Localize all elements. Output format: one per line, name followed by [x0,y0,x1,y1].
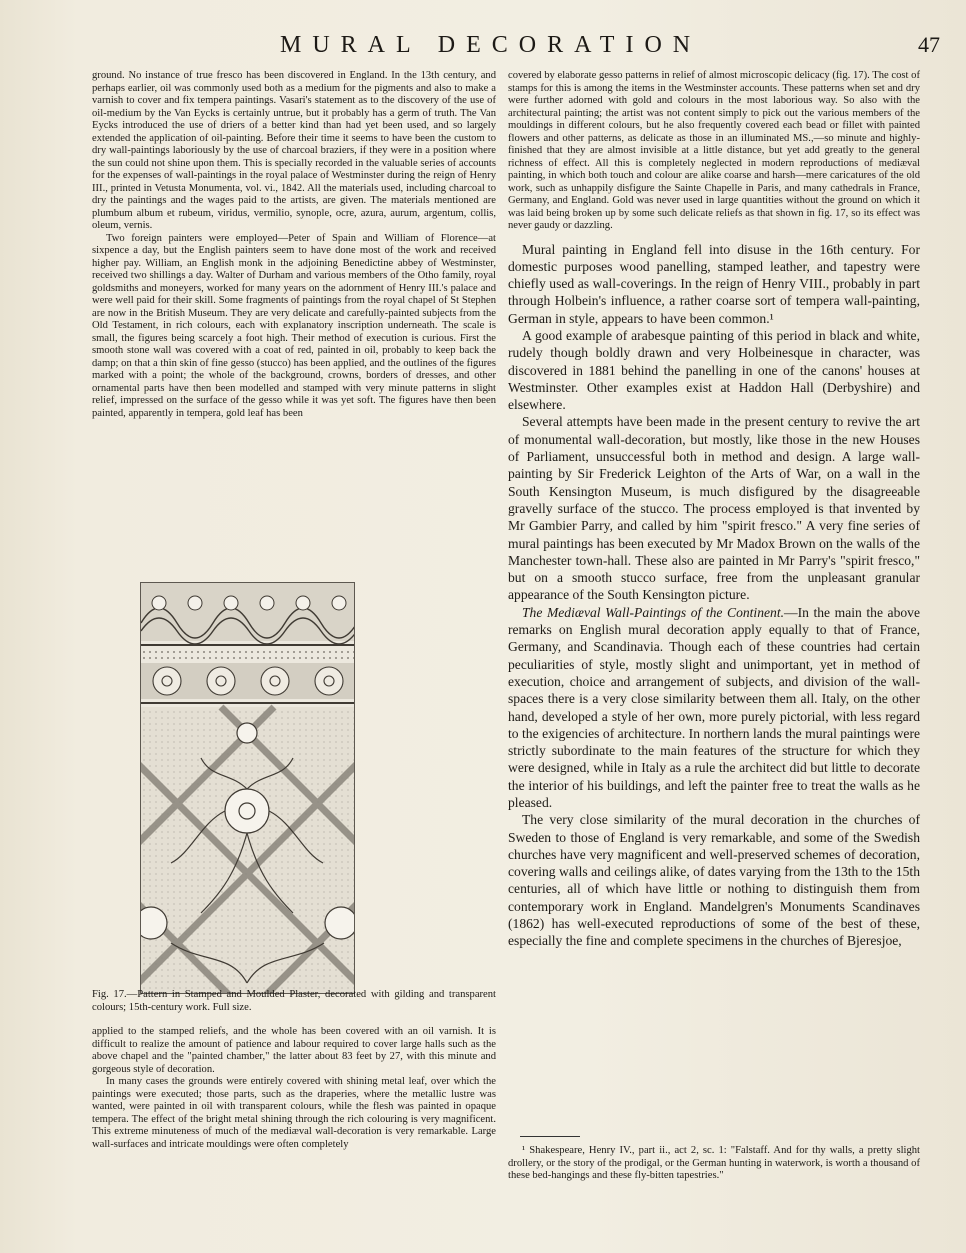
footnote-rule [520,1136,580,1137]
footnote [508,1145,920,1183]
page-header [90,32,940,64]
paragraph: The very close similarity of the mural decoration in the churches of Sweden to those of England is very remarkable, and some of the Swedish churches have very magnificent and well-preserved schemes of decoration, covering walls and ceilings alike, of dates varying from the 13th to the 15th centuries, all of which have little or nothing to distinguish them from contemporary work in England. Mandelgren's Monuments Scandinaves (1862) has well-executed reproductions of some of the best of these, especially the fine and complete specimens in the churches of Bjeresjoe, [508,812,920,949]
paragraph: Two foreign painters were employed—Peter of Spain and William of Florence—at sixpence a day, but the English painters seem to have done most of the work and received higher pay. William, an English monk in the adjoining Benedictine abbey of Westminster, received two shillings a day. Walter of Durham and various members of the Otho family, royal goldsmiths and moneyers, worked for many years on the adornment of Henry III.'s palace and were well paid for their skill. Some fragments of paintings from the royal chapel of St Stephen are now in the British Museum. They are very delicate and carefully-painted subjects from the Old Testament, in rich colours, each with explanatory inscription underneath. The scale is small, the figures being scarcely a foot high. Their method of execution is curious. First the smooth stone wall was covered with a coat of red, painted in oil, probably to keep back the damp; on that a thin skin of fine gesso (stucco) has been applied, and the outlines of the figures marked with a point; the whole of the background, crowns, borders of dresses, and other ornamental parts have then been modelled and stamped with very minute patterns in slight relief, impressed on the surface of the gesso while it was yet soft. The figures have then been painted, apparently in tempera, gold leaf has been [92,232,496,419]
paragraph: A good example of arabesque painting of this period in black and white, rudely though boldly drawn and very Holbeinesque in character, was discovered in 1881 behind the panelling in one of the canons' houses at Westminster. Other examples exist at Haddon Hall (Derbyshire) and elsewhere. [508,327,920,413]
paragraph: covered by elaborate gesso patterns in relief of almost microscopic delicacy (fig. 17). The cost of stamps for this is among the items in the Westminster accounts. These patterns when set and dry were further adorned with gold and colours in the most laborious way. So also with the architectural painting; the artist was not content simply to pick out the various members of the mouldings in different colours, but he also frequently covered each bead or fillet with painted flowers and other patterns, as delicate as those in an illuminated MS.,—so minute and highly-finished that they are almost invisible at a little distance, but yet add greatly to the general richness of effect. All this is completely neglected in modern reproductions of mediæval painting, in which both touch and colour are alike coarse and harsh—mere caricatures of the old work, such as unhappily disfigure the Sainte Chapelle in Paris, and many cathedrals in France, Germany, and England. Gold was never used in large quantities without the ground on which it was laid being broken up by some such delicate reliefs as that shown in fig. 17, so its effect was never gaudy or dazzling. [508,70,920,231]
figure-17-illustration [140,582,355,994]
ornament-pattern-icon [141,583,354,993]
right-column [508,70,920,950]
page-number: 47 [918,32,940,57]
section-heading: The Mediæval Wall-Paintings of the Continent. [522,604,785,620]
left-column [92,70,496,420]
paragraph [508,604,920,812]
running-title: MURAL DECORATION [280,32,702,58]
paragraph: applied to the stamped reliefs, and the whole has been covered with an oil varnish. It is difficult to realize the amount of patience and labour required to cover large halls such as the above chapel and the "painted chamber," the latter about 83 feet by 27, with this minute and gorgeous style of decoration. [92,1026,496,1075]
left-column-bottom [92,1026,496,1151]
paragraph-text: —In the main the above remarks on English mural decoration apply equally to that of France, Germany, and Scandinavia. Though each of these countries had certain peculiarities of style, mostly slight and unimportant, yet in method of execution, choice and arrangement of subjects, and division of the wall-spaces there is a very close similarity between them all. Italy, on the other hand, developed a style of her own, more purely pictorial, with less regard to the exigencies of architecture. In northern lands the mural paintings were strictly subordinate to the main features of the structure for which they were designed, while in Italy as a rule the architect did but little to decorate the interior of his buildings, and left the painter free to treat the walls as he pleased. [508,604,920,810]
paragraph: Several attempts have been made in the present century to revive the art of monumental wall-decoration, but mostly, like those in the new Houses of Parliament, unsuccessful both in method and design. A large wall-painting by Sir Frederick Leighton of the Arts of War, on a wall in the South Kensington Museum, is much disfigured by the disagreeable gravelly surface of the stucco. The process employed is that invented by Mr Gambier Parry, and called by him "spirit fresco." A very fine series of mural paintings has been executed by Mr Madox Brown on the walls of the Manchester town-hall. These also are painted in Mr Parry's "spirit fresco," but on a smooth stucco surface, free from the unpleasant granular appearance of the South Kensington picture. [508,414,920,603]
paragraph: Mural painting in England fell into disuse in the 16th century. For domestic purposes wood panelling, stamped leather, and tapestry were chiefly used as wall-coverings. In the reign of Henry VIII., probably in part through Holbein's influence, a rather coarse sort of tempera wall-painting, German in style, appears to have been common.¹ [508,241,920,326]
footnote-text: ¹ Shakespeare, Henry IV., part ii., act 2, sc. 1: "Falstaff. And for thy walls, a pretty slight drollery, or the story of the prodigal, or the German hunting in waterwork, is worth a thousand of these bed-hangings and these fly-bitten tapestries." [508,1145,920,1181]
paragraph: ground. No instance of true fresco has been discovered in England. In the 13th century, and perhaps earlier, oil was commonly used both as a medium for the pigments and also to make a varnish to cover and fix tempera paintings. Vasari's statement as to the discovery of the use of oil-medium by the Van Eycks is certainly untrue, but it probably has a germ of truth. The Van Eycks introduced the use of driers of a better kind than had yet been used, and so largely extended the application of oil-painting. Before their time it seems to have been the custom to dry wall-paintings laboriously by the use of charcoal braziers, if they were in a position where the sun could not shine upon them. This is specially recorded in the valuable series of accounts for the expenses of wall-paintings in the royal palace of Westminster during the reign of Henry III., printed in Vetusta Monumenta, vol. vi., 1842. All the materials used, including charcoal to dry the paintings and the wages paid to the artists, are given. The materials mentioned are plumbum album et rubeum, viridus, vermilio, synople, ocre, azura, aurum, argentum, collis, oleum, vernis. [92,70,496,231]
figure-caption: Fig. 17.—Pattern in Stamped and Moulded Plaster, decorated with gilding and transparent colours; 15th-century work. Full size. [92,989,496,1013]
paragraph: In many cases the grounds were entirely covered with shining metal leaf, over which the paintings were executed; those parts, such as the draperies, where the metallic lustre was wanted, were painted in oil with transparent colours, while the flesh was painted in opaque tempera. The effect of the bright metal shining through the rich colouring is very magnificent. This extreme minuteness of much of the mediæval wall-decoration is very remarkable. Large wall-surfaces and intricate mouldings were often completely [92,1076,496,1150]
